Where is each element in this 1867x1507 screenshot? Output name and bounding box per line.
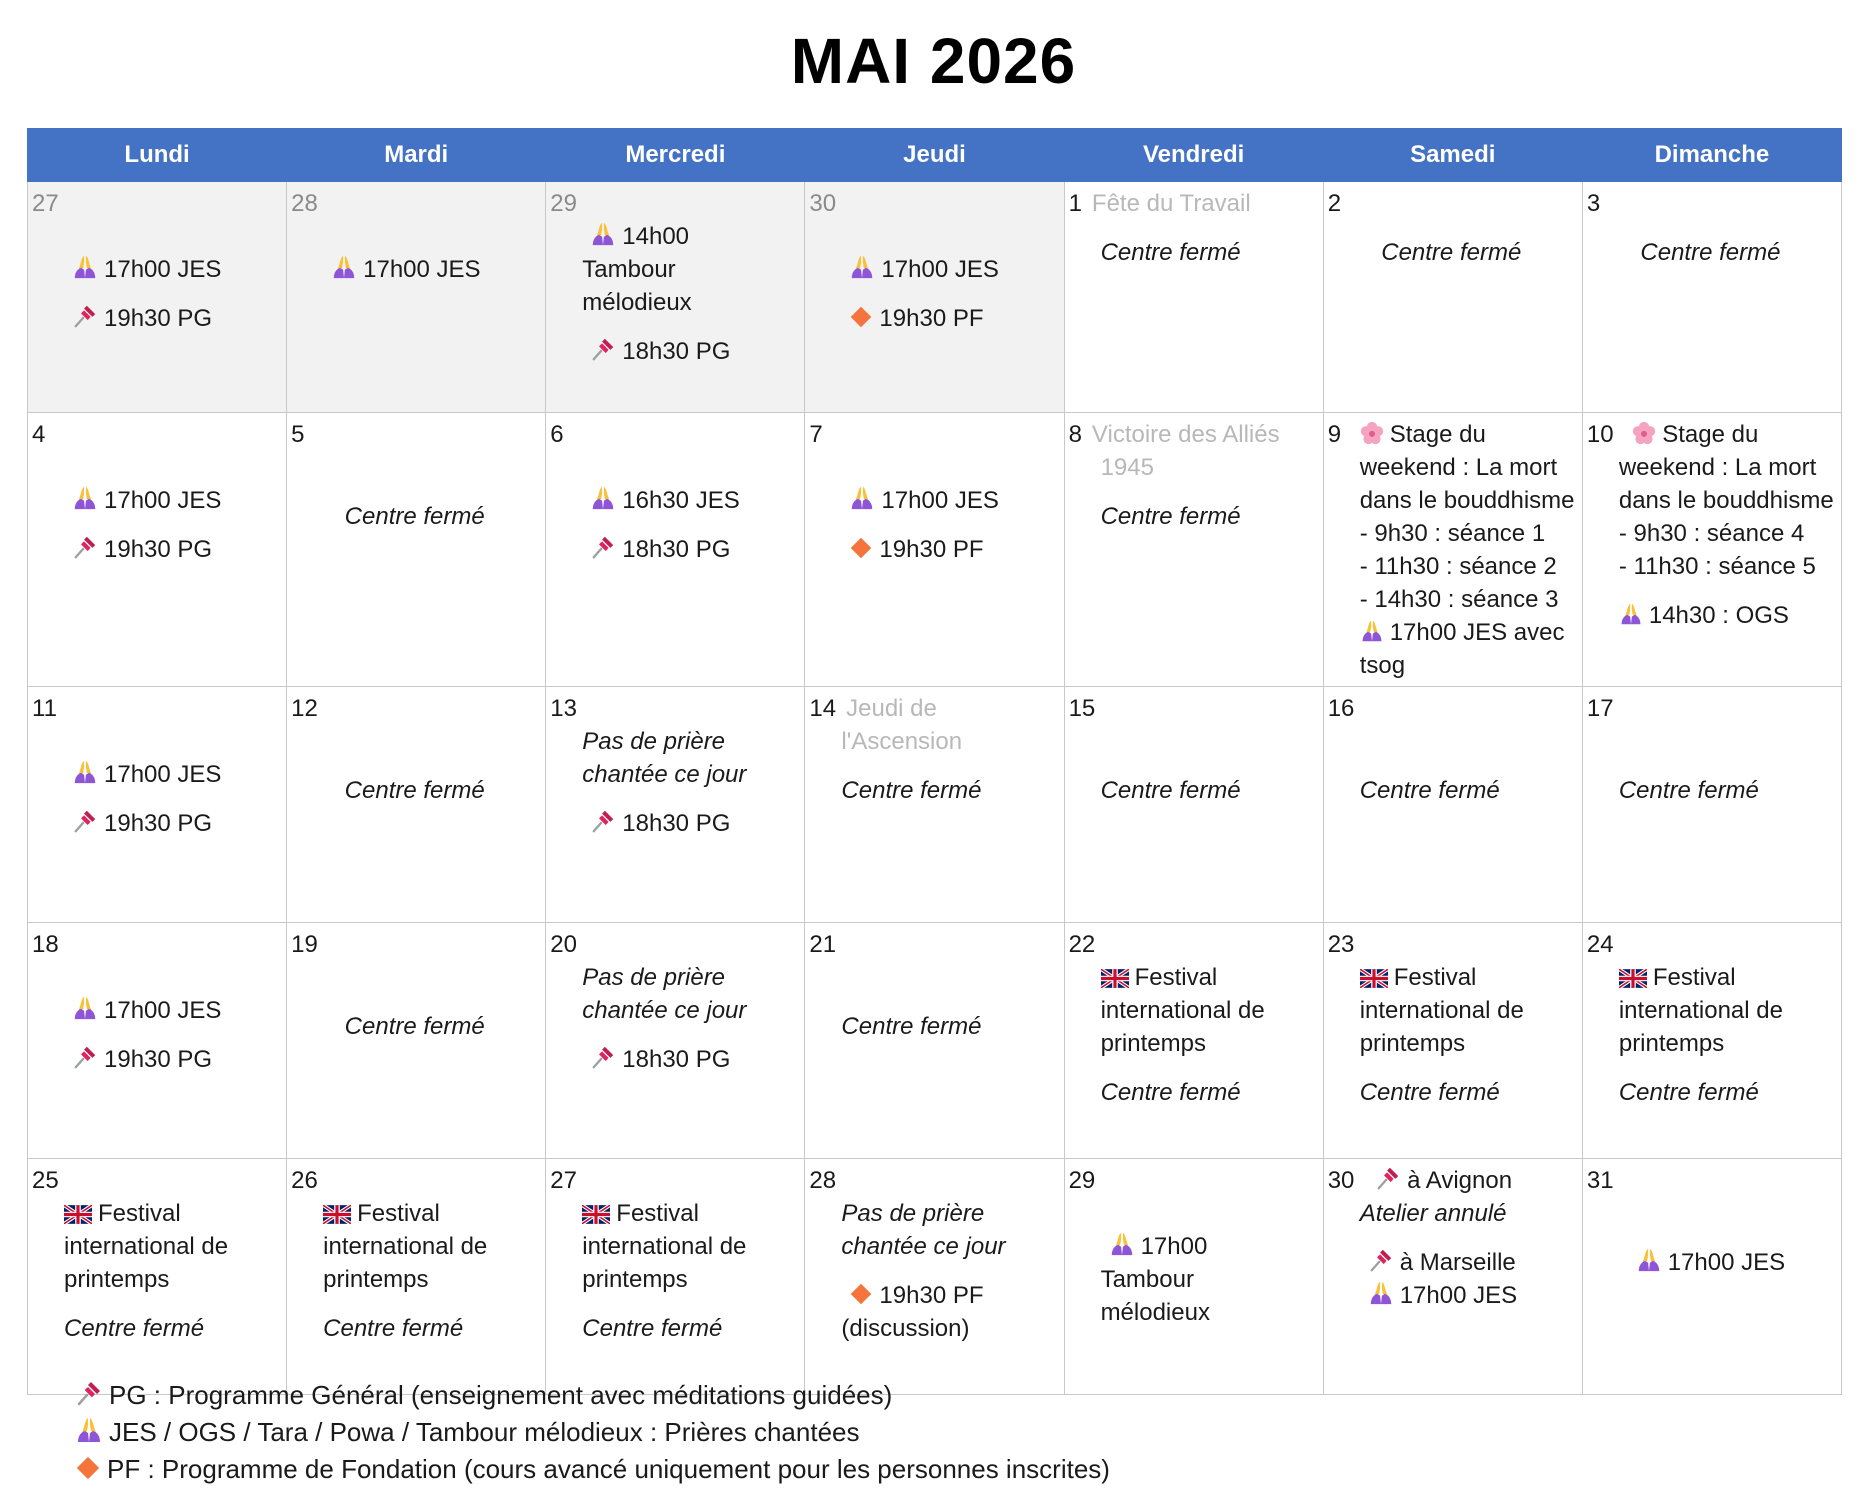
day-number: 31 [1586,1167,1614,1194]
event-item: 19h30 PG [32,533,279,566]
week-row [28,182,1842,413]
day-cell [805,182,1064,413]
closed-label: Centre fermé [1381,239,1522,266]
day-cell [28,413,287,687]
event-item: 19h30 PG [32,1043,279,1076]
day-number: 10 [1586,421,1614,448]
day-number: 17 [1586,695,1614,722]
weekday-label: Lundi [28,129,287,182]
day-cell: 23 Festival international de printemps Centre fermé [1323,923,1582,1159]
day-number: 28 [291,190,318,217]
day-cell [28,687,287,923]
event-item: 18h30 PG [550,1043,797,1076]
pushpin-icon [590,1044,616,1070]
event-item: 19h30 PF [809,1279,1056,1312]
event-item: 17h00 JES [809,484,1056,517]
event-item: Festival [291,1197,538,1230]
orange-diamond-icon [849,1282,873,1306]
closed-label: Centre fermé [323,1315,464,1342]
pushpin-icon [590,336,616,362]
day-cell: 22 Festival international de printemps Centre fermé [1064,923,1323,1159]
day-cell [546,923,805,1159]
pushpin-icon [590,534,616,560]
day-number: 8 [1068,421,1082,448]
closed-label: Centre fermé [1359,777,1500,804]
uk-flag-icon [323,1205,351,1224]
praying-hands-icon [75,1416,103,1444]
legend [75,1377,1110,1488]
event-item: 18h30 PG [550,807,797,840]
no-prayer-note: chantée ce jour [841,1233,1006,1260]
holiday-label: Victoire des Alliés [1091,421,1280,448]
event-item: Festival [1328,961,1575,994]
uk-flag-icon [582,1205,610,1224]
event-item: 18h30 PG [550,533,797,566]
day-cell [1323,182,1582,413]
day-number: 3 [1586,190,1601,217]
closed-label: Centre fermé [1100,1079,1241,1106]
day-cell [28,923,287,1159]
holiday-label: Jeudi de [846,695,937,722]
closed-label: Centre fermé [64,1315,205,1342]
weekday-label: Mardi [287,129,546,182]
day-number: 22 [1068,931,1096,958]
day-number: 18 [32,931,59,958]
holiday-label: Fête du Travail [1091,190,1251,217]
weekday-label: Vendredi [1064,129,1323,182]
closed-label: Centre fermé [344,1013,485,1040]
pushpin-icon [72,534,98,560]
pushpin-icon [72,303,98,329]
day-cell [28,182,287,413]
week-row [28,923,1842,1159]
day-number: 21 [809,931,837,958]
closed-label: Centre fermé [582,1315,723,1342]
day-number: 29 [1068,1167,1096,1194]
event-item: 17h00 JES [291,253,538,286]
uk-flag-icon [1101,969,1129,988]
closed-label: Centre fermé [1618,777,1759,804]
day-number: 23 [1327,931,1355,958]
pushpin-icon [1375,1165,1401,1191]
closed-label: Centre fermé [841,1013,982,1040]
event-item: 17h00 JES [809,253,1056,286]
day-cell [287,923,546,1159]
day-cell [1064,413,1323,687]
day-cell [1323,687,1582,923]
event-item: Festival [1069,961,1316,994]
day-cell: 27 Festival international de printemps Centre fermé [546,1159,805,1395]
event-item: 17h00 JES [32,484,279,517]
event-item: Festival [32,1197,279,1230]
holiday-label: l'Ascension [841,728,963,755]
no-prayer-note: Pas de prière [582,728,726,755]
closed-label: Centre fermé [841,777,982,804]
event-item: 19h30 PF [809,302,1056,335]
event-item: 17h00 JES [32,758,279,791]
week-row [28,1159,1842,1395]
praying-hands-icon [1109,1231,1135,1257]
day-number: 9 [1327,421,1342,448]
cancelled-note: Atelier annulé [1359,1200,1507,1227]
event-item: 17h00 JES [32,253,279,286]
day-cell [287,687,546,923]
praying-hands-icon [849,485,875,511]
day-cell: 26 Festival international de printemps Centre fermé [287,1159,546,1395]
event-item: 17h00 [1069,1230,1316,1263]
day-cell: 25 Festival international de printemps Centre fermé [28,1159,287,1395]
day-cell [1582,687,1841,923]
weekday-header [28,129,1842,182]
day-cell [1064,182,1323,413]
no-prayer-note: chantée ce jour [582,997,747,1024]
legend-item: PF : Programme de Fondation (cours avancé uniquement pour les personnes inscrites) [75,1451,1110,1488]
praying-hands-icon [1619,602,1643,626]
event-item: 14h00 [550,220,797,253]
praying-hands-icon [72,485,98,511]
praying-hands-icon [72,995,98,1021]
praying-hands-icon [331,254,357,280]
day-number: 15 [1068,695,1096,722]
day-number: 29 [550,190,577,217]
pushpin-icon [72,1044,98,1070]
closed-label: Centre fermé [1100,239,1241,266]
day-number: 6 [550,421,564,448]
page-title: MAI 2026 [790,25,1077,97]
event-item: 19h30 PF [809,533,1056,566]
uk-flag-icon [1360,969,1388,988]
day-number: 14 [809,695,837,722]
event-item: 17h00 JES [1328,1279,1575,1312]
calendar-grid [27,128,1842,1395]
event-item: 14h30 : OGS [1587,599,1834,632]
no-prayer-note: chantée ce jour [582,761,747,788]
closed-label: Centre fermé [1100,777,1241,804]
closed-label: Centre fermé [1640,239,1781,266]
day-cell: 30 à Avignon Atelier annulé à Marseille 17h00 JES [1323,1159,1582,1395]
praying-hands-icon [590,221,616,247]
day-cell [287,413,546,687]
pushpin-icon [1368,1247,1394,1273]
praying-hands-icon [1360,619,1384,643]
event-item: 16h30 JES [550,484,797,517]
praying-hands-icon [72,759,98,785]
week-row [28,413,1842,687]
day-cell [546,413,805,687]
praying-hands-icon [849,254,875,280]
day-cell: 24 Festival international de printemps Centre fermé [1582,923,1841,1159]
pushpin-icon [72,808,98,834]
day-number: 25 [32,1167,59,1194]
praying-hands-icon [1368,1280,1394,1306]
day-number: 7 [809,421,823,448]
closed-label: Centre fermé [1359,1079,1500,1106]
event-item: Festival [550,1197,797,1230]
day-cell [546,687,805,923]
day-cell [805,923,1064,1159]
day-cell: 29 14h00 Tambour mélodieux 18h30 PG [546,182,805,413]
no-prayer-note: Pas de prière [582,964,726,991]
day-number: 20 [550,931,577,958]
event-item: 18h30 PG [550,335,797,368]
uk-flag-icon [64,1205,92,1224]
day-cell: 29 17h00 Tambour mélodieux [1064,1159,1323,1395]
event-item: 19h30 PG [32,302,279,335]
event-item: 19h30 PG [32,807,279,840]
closed-label: Centre fermé [344,503,485,530]
pushpin-icon [75,1379,103,1407]
closed-label: Centre fermé [1618,1079,1759,1106]
orange-diamond-icon [849,305,873,329]
holiday-label: 1945 [1100,454,1154,481]
praying-hands-icon [72,254,98,280]
weekday-label: Dimanche [1582,129,1841,182]
pushpin-icon [590,808,616,834]
event-item: 17h00 JES avec [1328,616,1575,649]
day-number: 4 [32,421,46,448]
day-number: 27 [32,190,59,217]
no-prayer-note: Pas de prière [841,1200,985,1227]
day-cell: 28 Pas de prière chantée ce jour 19h30 PF (discussion) [805,1159,1064,1395]
legend-item: PG : Programme Général (enseignement avec méditations guidées) [75,1377,1110,1414]
day-number: 11 [32,695,57,722]
day-cell [1582,182,1841,413]
uk-flag-icon [1619,969,1647,988]
day-number: 30 [1327,1167,1355,1194]
day-number: 28 [809,1167,837,1194]
day-number: 16 [1327,695,1355,722]
day-number: 19 [291,931,318,958]
weekday-label: Samedi [1323,129,1582,182]
weekday-label: Jeudi [805,129,1064,182]
event-item: Festival [1587,961,1834,994]
day-number: 30 [809,190,837,217]
day-cell: 9 Stage du weekend : La mort dans le bouddhisme - 9h30 : séance 1 - 11h30 : séance 2 - 14h30 : séance 3 17h00 JES avec tsog [1323,413,1582,687]
closed-label: Centre fermé [1100,503,1241,530]
day-number: 2 [1327,190,1342,217]
day-cell [1064,687,1323,923]
day-number: 13 [550,695,577,722]
event-item: à Marseille [1328,1246,1575,1279]
day-number: 26 [291,1167,318,1194]
day-number: 1 [1068,190,1082,217]
orange-diamond-icon [849,536,873,560]
day-number: 24 [1586,931,1614,958]
day-number: 5 [291,421,305,448]
closed-label: Centre fermé [344,777,485,804]
praying-hands-icon [1636,1247,1662,1273]
day-cell [287,182,546,413]
day-cell [1582,1159,1841,1395]
weekday-label: Mercredi [546,129,805,182]
praying-hands-icon [590,485,616,511]
day-number: 12 [291,695,318,722]
day-cell [805,413,1064,687]
legend-item: JES / OGS / Tara / Powa / Tambour mélodieux : Prières chantées [75,1414,1110,1451]
day-cell: 10 Stage du weekend : La mort dans le bouddhisme - 9h30 : séance 4 - 11h30 : séance 5 14h30 : OGS [1582,413,1841,687]
day-number: 27 [550,1167,577,1194]
event-item: 17h00 JES [32,994,279,1027]
week-row [28,687,1842,923]
orange-diamond-icon [75,1455,101,1481]
day-cell [805,687,1064,923]
cherry-blossom-icon [1632,421,1656,445]
cherry-blossom-icon [1360,421,1384,445]
event-item: 17h00 JES [1587,1246,1834,1279]
